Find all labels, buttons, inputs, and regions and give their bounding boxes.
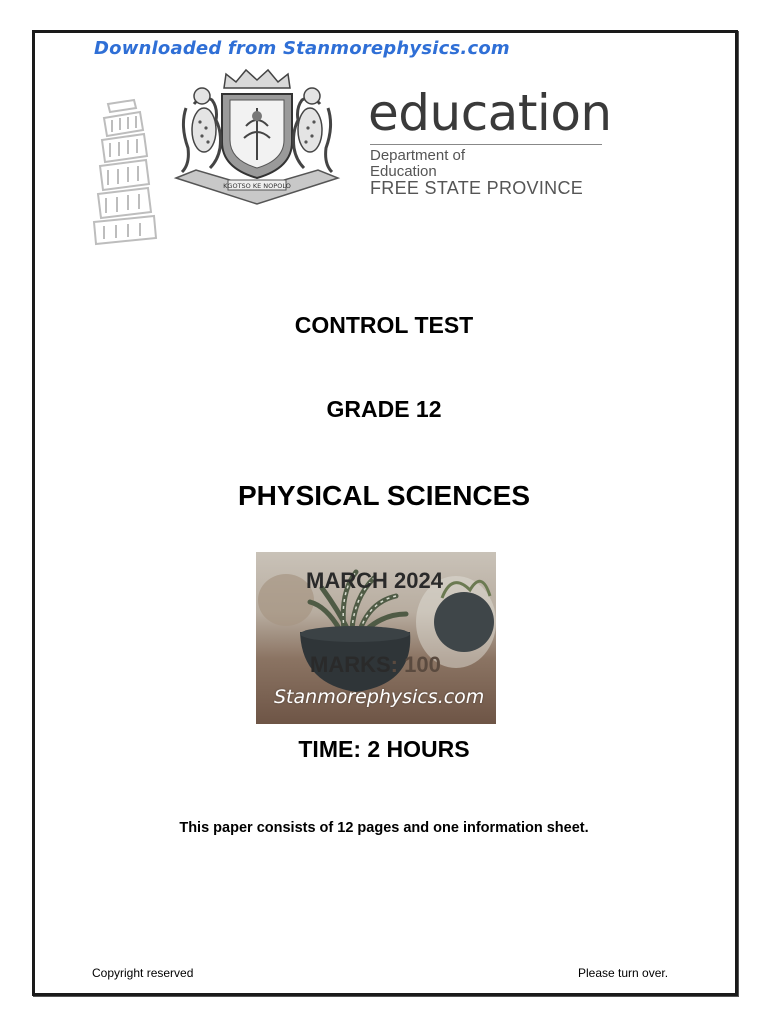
site-watermark: Stanmorephysics.com	[274, 686, 485, 708]
coat-of-arms-icon	[166, 68, 348, 208]
department-line-2: Education	[370, 163, 437, 180]
total-marks	[310, 652, 441, 678]
marks-value: : 100	[390, 652, 441, 677]
department-name	[370, 148, 465, 180]
pages-note: This paper consists of 12 pages and one information sheet.	[179, 820, 589, 836]
test-type: CONTROL TEST	[294, 312, 474, 338]
leaning-tower-icon	[88, 98, 160, 246]
province-name: FREE STATE PROVINCE	[370, 178, 584, 198]
wordmark-divider	[370, 144, 602, 145]
department-line-1: Department of	[370, 147, 466, 164]
turn-over-notice: Please turn over.	[578, 966, 669, 980]
cover-photo	[256, 552, 496, 724]
grade-label: GRADE 12	[326, 396, 442, 422]
emblem-motto: KGOTSO KE NOPOLO	[223, 182, 291, 190]
marks-label: MARKS	[310, 652, 391, 677]
exam-date: MARCH 2024	[306, 568, 443, 593]
copyright-notice: Copyright reserved	[92, 966, 194, 980]
exam-duration: TIME: 2 HOURS	[298, 736, 470, 762]
education-wordmark: education	[368, 84, 612, 142]
subject-title: PHYSICAL SCIENCES	[238, 480, 530, 511]
download-banner[interactable]: Downloaded from Stanmorephysics.com	[94, 38, 510, 59]
